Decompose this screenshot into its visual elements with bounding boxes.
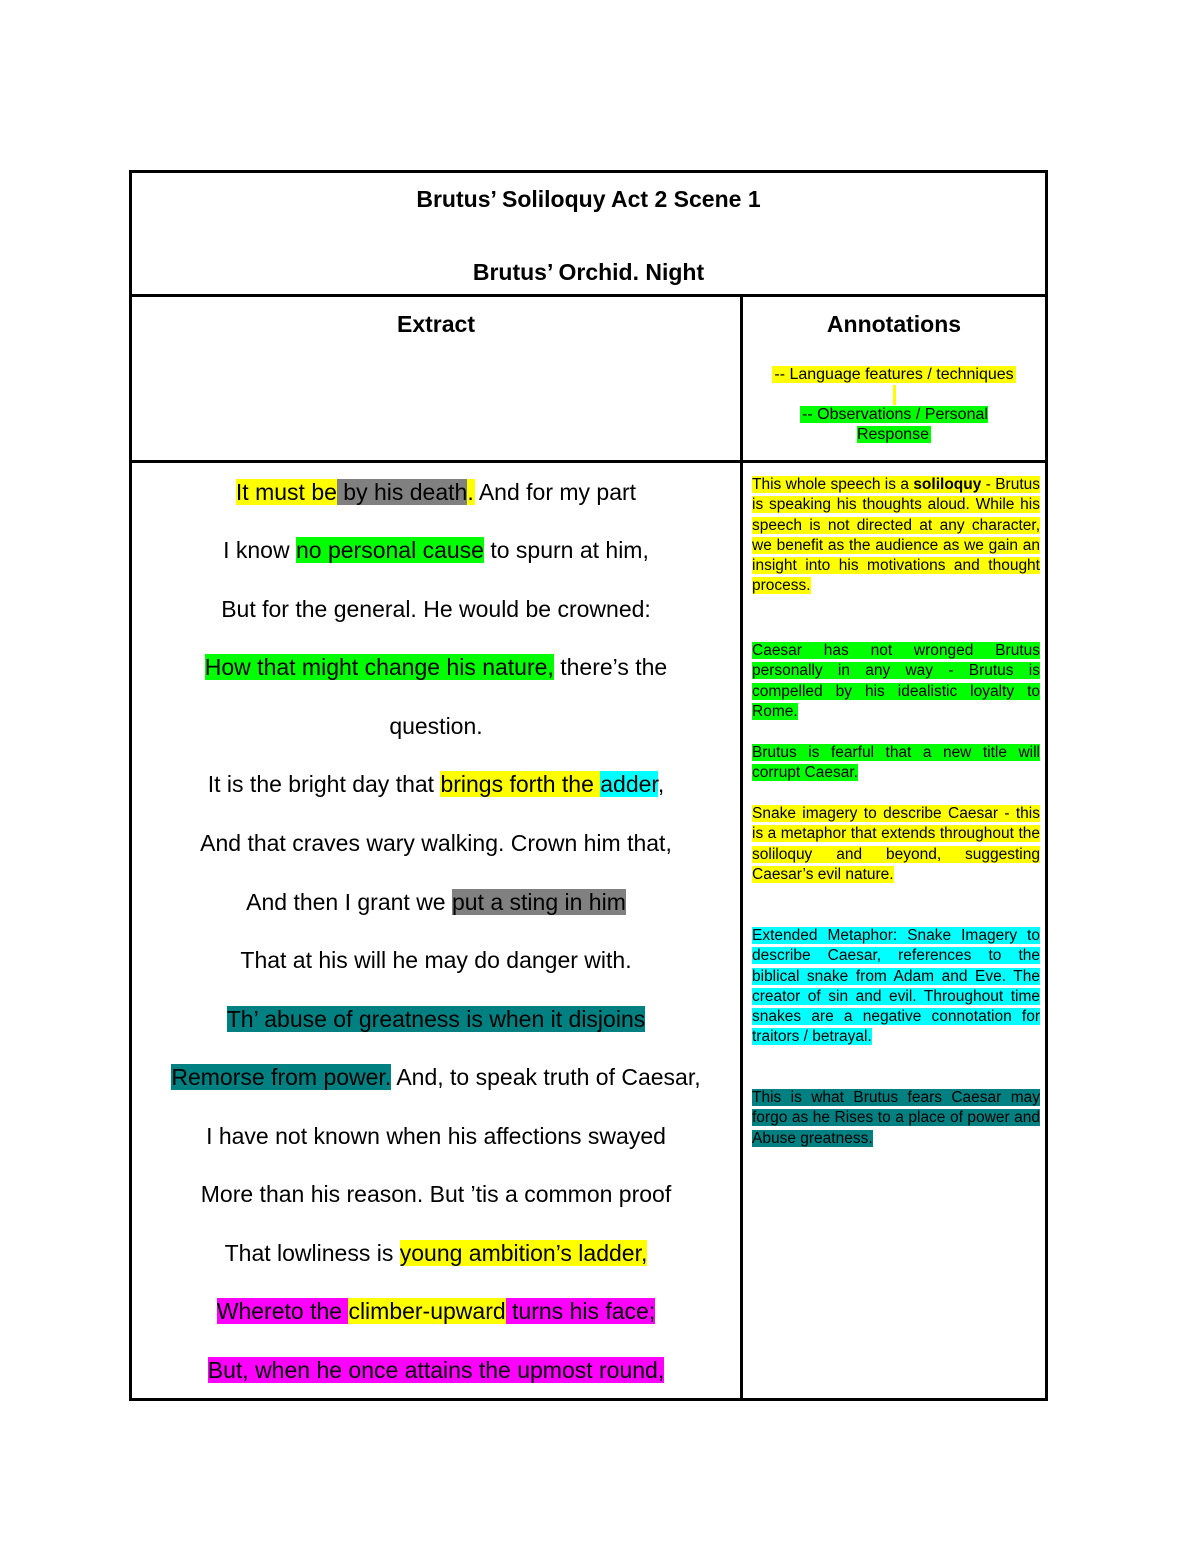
extract-line: And that craves wary walking. Crown him that,: [200, 830, 672, 856]
extract-line: How that might change his nature, there’s the: [204, 654, 668, 680]
extract-line: But, when he once attains the upmost round,: [207, 1357, 665, 1383]
annotation-personal-cause: Caesar has not wronged Brutus personally in any way - Brutus is compelled by his idealistic loyalty to Rome.: [752, 642, 1040, 720]
scene-setting: Brutus’ Orchid. Night: [472, 259, 705, 285]
legend-connector: [893, 385, 896, 405]
color-legend: [743, 365, 1045, 445]
extract-line: Whereto the climber-upward turns his face;: [216, 1298, 656, 1324]
extract-line: I have not known when his affections swayed: [206, 1123, 666, 1149]
legend-language-features: -- Language features / techniques: [774, 366, 1014, 383]
annotation-abuse-greatness: This is what Brutus fears Caesar may forgo as he Rises to a place of power and Abuse greatness.: [752, 1089, 1040, 1147]
annotation-soliloquy: This whole speech is a soliloquy - Brutus is speaking his thoughts aloud. While his speech is not directed at any character, we benefit as the audience as we gain an insight into his motivations and thought process.: [752, 476, 1041, 595]
annotation-snake-imagery: Snake imagery to describe Caesar - this is a metaphor that extends throughout the soliloquy and beyond, suggesting Caesar’s evil nature.: [752, 805, 1040, 883]
extract-line: That lowliness is young ambition’s ladder,: [224, 1240, 648, 1266]
extract-line: And then I grant we put a sting in him: [246, 889, 626, 915]
header-row: [132, 297, 1045, 463]
extract-line: It must be by his death. And for my part: [235, 479, 637, 505]
extract-line: It is the bright day that brings forth the adder,: [207, 771, 665, 797]
extract-column-heading: Extract: [397, 311, 475, 337]
extract-line: But for the general. He would be crowned:: [221, 596, 651, 622]
extract-line: I know no personal cause to spurn at him,: [223, 537, 649, 563]
soliloquy-table: [129, 170, 1048, 1401]
extract-line: question.: [389, 713, 483, 739]
annotation-extended-metaphor: Extended Metaphor: Snake Imagery to describe Caesar, references to the biblical snake from Adam and Eve. The creator of sin and evil. Throughout time snakes are a negative connotation for traitors / betrayal.: [752, 927, 1040, 1046]
extract-line: Th’ abuse of greatness is when it disjoins: [226, 1006, 646, 1032]
extract-line: More than his reason. But ’tis a common proof: [200, 1181, 672, 1207]
column-divider: [740, 297, 743, 1398]
legend-observations: -- Observations / Personal Response: [802, 406, 988, 443]
extract-line: That at his will he may do danger with.: [240, 947, 632, 973]
title-row: [132, 173, 1045, 297]
annotations-column-heading: Annotations: [826, 311, 962, 337]
document-title: Brutus’ Soliloquy Act 2 Scene 1: [416, 186, 761, 212]
extract-line: Remorse from power. And, to speak truth of Caesar,: [171, 1064, 701, 1090]
annotation-new-title: Brutus is fearful that a new title will corrupt Caesar.: [752, 744, 1040, 782]
